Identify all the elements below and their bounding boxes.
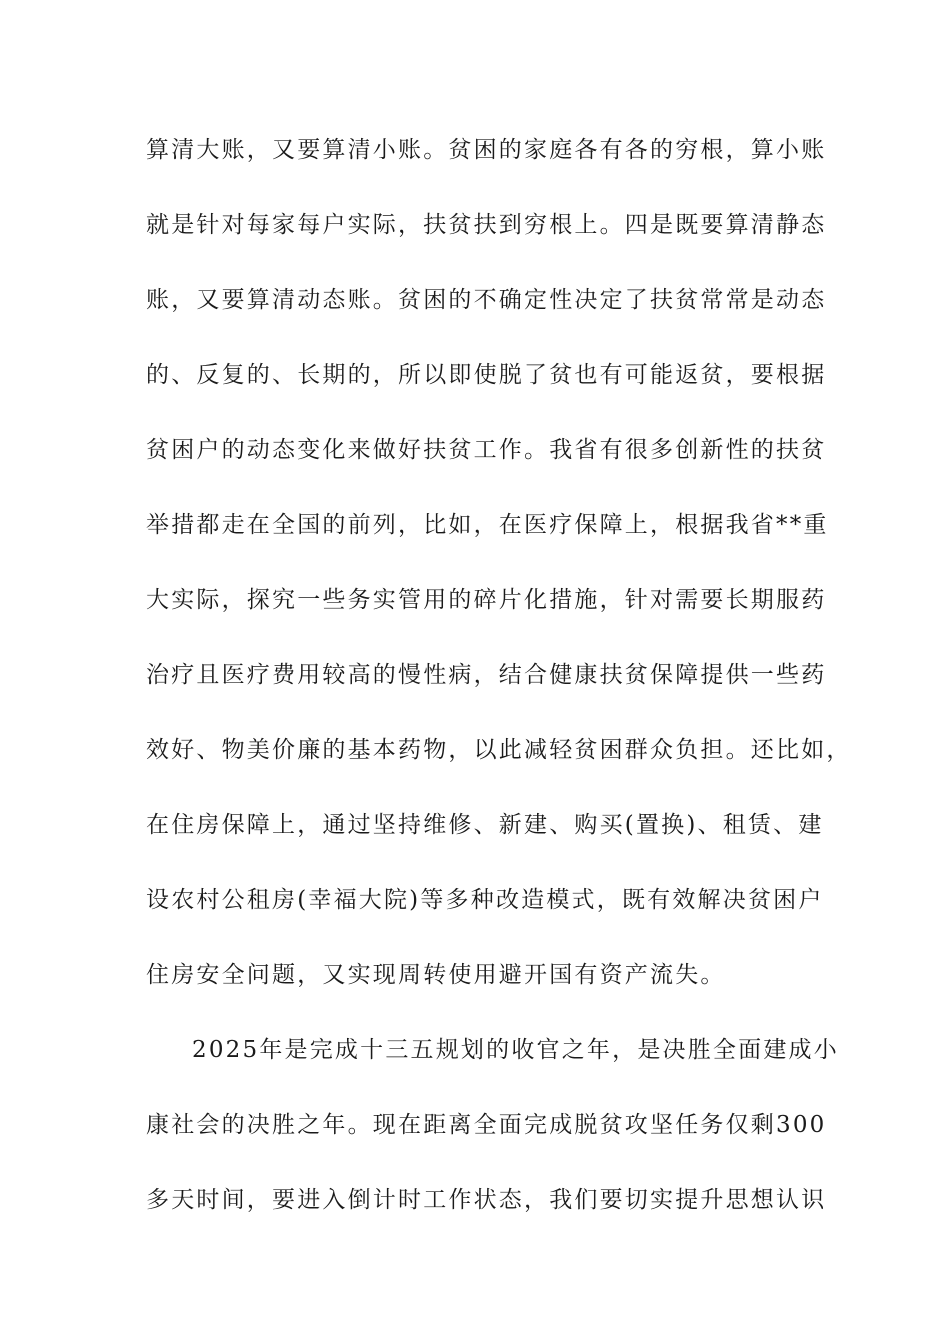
paragraph-first-line: 2025年是完成十三五规划的收官之年，是决胜全面建成小 [192,1037,839,1063]
text-line: 就是针对每家每户实际，扶贫扶到穷根上。四是既要算清静态 [146,212,827,238]
text-line: 在住房保障上，通过坚持维修、新建、购买(置换)、租赁、建 [146,812,824,838]
text-line: 的、反复的、长期的，所以即使脱了贫也有可能返贫，要根据 [146,362,827,388]
text-line: 设农村公租房(幸福大院)等多种改造模式，既有效解决贫困户 [146,887,824,913]
text-line: 算清大账，又要算清小账。贫困的家庭各有各的穷根，算小账 [146,137,827,163]
text-line: 大实际，探究一些务实管用的碎片化措施，针对需要长期服药 [146,587,827,613]
text-line: 账，又要算清动态账。贫困的不确定性决定了扶贫常常是动态 [146,287,827,313]
text-line: 康社会的决胜之年。现在距离全面完成脱贫攻坚任务仅剩300 [146,1112,827,1138]
text-line: 举措都走在全国的前列，比如，在医疗保障上，根据我省**重 [146,512,829,538]
text-line: 效好、物美价廉的基本药物，以此减轻贫困群众负担。还比如， [146,737,852,763]
text-line: 住房安全问题，又实现周转使用避开国有资产流失。 [146,962,726,988]
text-line: 贫困户的动态变化来做好扶贫工作。我省有很多创新性的扶贫 [146,437,827,463]
text-line: 多天时间，要进入倒计时工作状态，我们要切实提升思想认识 [146,1187,827,1213]
text-line: 治疗且医疗费用较高的慢性病，结合健康扶贫保障提供一些药 [146,662,827,688]
